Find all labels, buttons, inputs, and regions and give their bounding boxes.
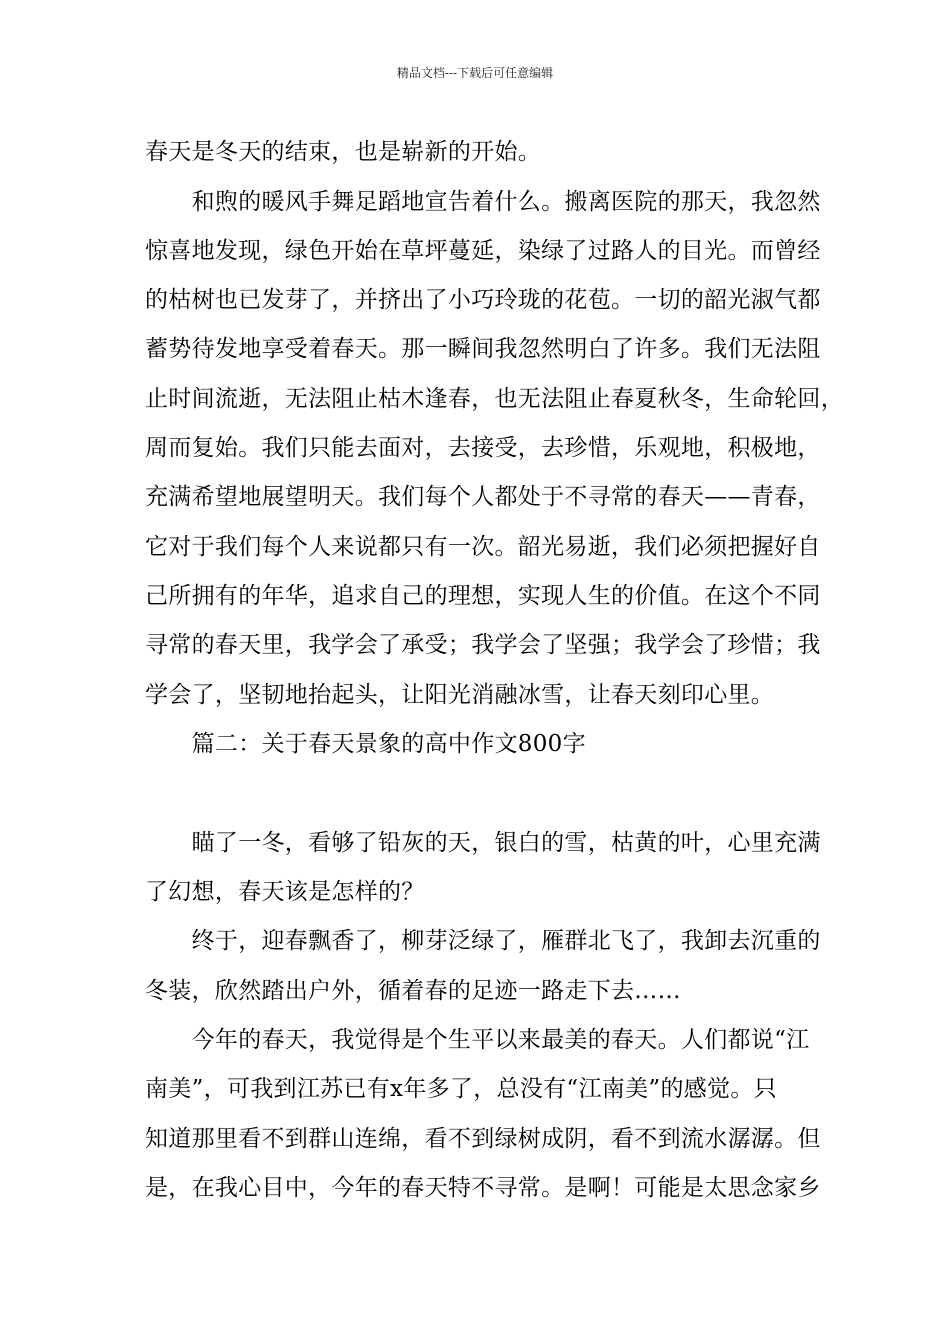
text-line: 知道那里看不到群山连绵，看不到绿树成阴，看不到流水潺潺。但 xyxy=(145,1126,821,1152)
text-line: 今年的春天，我觉得是个生平以来最美的春天。人们都说“江 xyxy=(145,1027,810,1053)
text-line: 和煦的暖风手舞足蹈地宣告着什么。搬离医院的那天，我忽然 xyxy=(145,189,821,215)
text-line: 充满希望地展望明天。我们每个人都处于不寻常的春天——青春， xyxy=(145,484,821,510)
text-line: 春天是冬天的结束，也是崭新的开始。 xyxy=(145,139,542,165)
text-line: 蓄势待发地享受着春天。那一瞬间我忽然明白了许多。我们无法阻 xyxy=(145,336,821,362)
text-line: 它对于我们每个人来说都只有一次。韶光易逝，我们必须把握好自 xyxy=(145,534,821,560)
section-heading: 篇二：关于春天景象的高中作文800字 xyxy=(145,731,586,757)
text-line: 学会了，坚韧地抬起头，让阳光消融冰雪，让春天刻印心里。 xyxy=(145,682,775,708)
text-line: 冬装，欣然踏出户外，循着春的足迹一路走下去…… xyxy=(145,978,681,1004)
page-header: 精品文档---下载后可任意编辑 xyxy=(396,66,554,80)
text-line: 己所拥有的年华，追求自己的理想，实现人生的价值。在这个不同 xyxy=(145,583,821,609)
text-line: 是，在我心目中，今年的春天特不寻常。是啊！可能是太思念家乡 xyxy=(145,1175,821,1201)
text-line: 止时间流逝，无法阻止枯木逢春，也无法阻止春夏秋冬，生命轮回， xyxy=(145,386,844,412)
text-line: 瞄了一冬，看够了铅灰的天，银白的雪，枯黄的叶，心里充满 xyxy=(145,830,821,856)
text-line: 寻常的春天里，我学会了承受；我学会了坚强；我学会了珍惜；我 xyxy=(145,632,821,658)
text-line: 的枯树也已发芽了，并挤出了小巧玲珑的花苞。一切的韶光淑气都 xyxy=(145,287,821,313)
text-line: 周而复始。我们只能去面对，去接受，去珍惜，乐观地，积极地， xyxy=(145,435,821,461)
text-line: 惊喜地发现，绿色开始在草坪蔓延，染绿了过路人的目光。而曾经 xyxy=(145,238,821,264)
text-line: 南美”，可我到江苏已有x年多了，总没有“江南美”的感觉。只 xyxy=(145,1076,777,1102)
text-line: 了幻想，春天该是怎样的？ xyxy=(145,879,425,905)
text-line: 终于，迎春飘香了，柳芽泛绿了，雁群北飞了，我卸去沉重的 xyxy=(145,928,821,954)
